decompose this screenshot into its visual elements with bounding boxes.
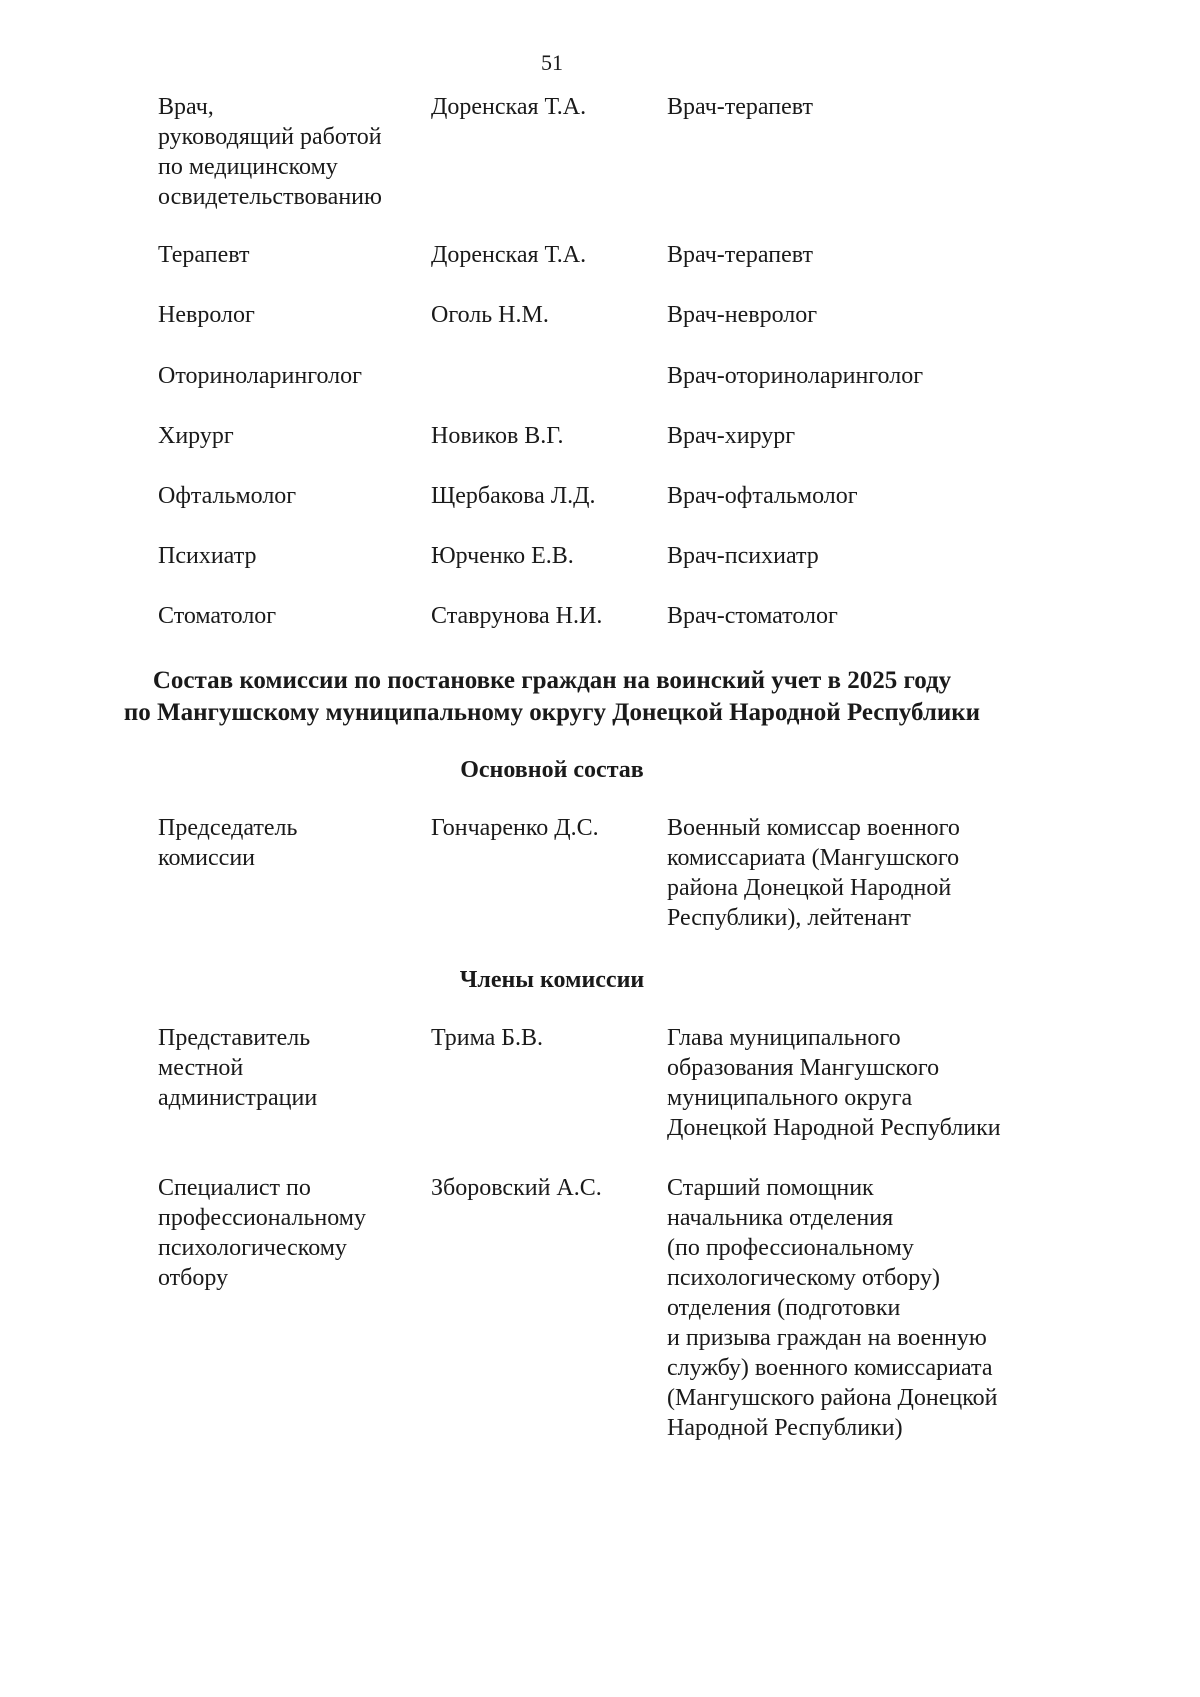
member-role: Специалист по профессиональному психологическому отбору — [158, 1175, 366, 1291]
commission-title-line: по Мангушскому муниципальному округу Донецкой Народной Республики — [123, 699, 981, 726]
staff-name: Доренская Т.А. — [431, 94, 587, 120]
staff-position: Врач-стоматолог — [667, 603, 838, 629]
staff-position: Врач-невролог — [667, 302, 818, 328]
staff-name: Оголь Н.М. — [431, 302, 549, 328]
staff-role: Офтальмолог — [158, 483, 297, 509]
commission-title-line: Состав комиссии по постановке граждан на воинский учет в 2025 году — [152, 667, 952, 694]
staff-role: Психиатр — [158, 543, 257, 569]
commission-title — [0, 665, 1104, 729]
staff-name: Доренская Т.А. — [431, 242, 587, 268]
chair-role: Председатель комиссии — [158, 815, 298, 871]
staff-role: Невролог — [158, 302, 255, 328]
staff-position: Врач-хирург — [667, 423, 796, 449]
member-position: Глава муниципального образования Мангушского муниципального округа Донецкой Народной Республики — [667, 1025, 1001, 1141]
staff-role: Врач, руководящий работой по медицинскому освидетельствованию — [158, 94, 382, 210]
staff-role: Стоматолог — [158, 603, 277, 629]
staff-position: Врач-психиатр — [667, 543, 819, 569]
staff-position: Врач-офтальмолог — [667, 483, 858, 509]
chair-position: Военный комиссар военного комиссариата (Мангушского района Донецкой Народной Республики), лейтенант — [667, 815, 960, 931]
members-heading: Члены комиссии — [459, 967, 645, 993]
staff-name: Новиков В.Г. — [431, 423, 564, 449]
member-position: Старший помощник начальника отделения (по профессиональному психологическому отбору) отделения (подготовки и призыва граждан на военную службу) военного комиссариата (Мангушского района Донецкой Народной Республики) — [667, 1175, 998, 1441]
staff-name: Ставрунова Н.И. — [431, 603, 603, 629]
staff-name: Юрченко Е.В. — [431, 543, 574, 569]
staff-role: Хирург — [158, 423, 234, 449]
member-name: Трима Б.В. — [431, 1025, 544, 1051]
page-number: 51 — [541, 50, 563, 75]
staff-position: Врач-оториноларинголог — [667, 363, 924, 389]
staff-position: Врач-терапевт — [667, 94, 813, 120]
staff-position: Врач-терапевт — [667, 242, 813, 268]
staff-role: Оториноларинголог — [158, 363, 362, 389]
chair-name: Гончаренко Д.С. — [431, 815, 599, 841]
staff-name: Щербакова Л.Д. — [431, 483, 596, 509]
staff-role: Терапевт — [158, 242, 250, 268]
main-composition-heading: Основной состав — [460, 757, 644, 783]
member-role: Представитель местной администрации — [158, 1025, 318, 1111]
member-name: Зборовский А.С. — [431, 1175, 602, 1201]
